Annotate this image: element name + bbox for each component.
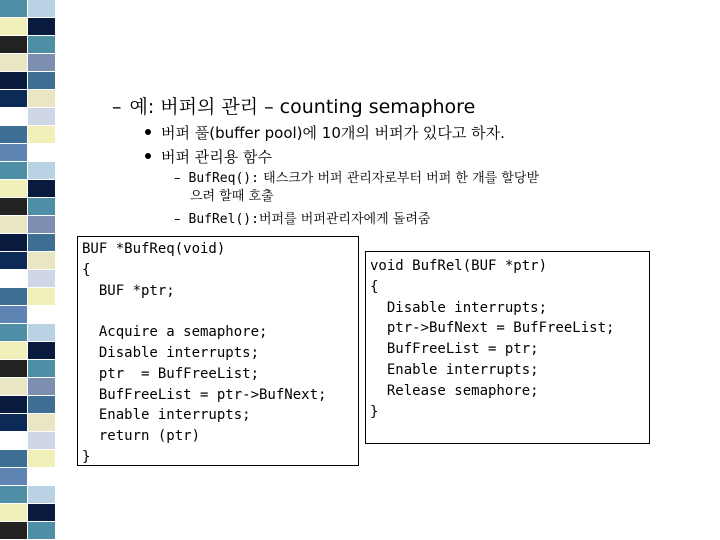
code-line: ptr = BufFreeList; xyxy=(82,365,260,382)
decorative-square xyxy=(0,0,28,18)
decorative-square xyxy=(0,324,28,342)
decorative-color-strip xyxy=(0,0,56,540)
bufreq-description-cont: 으려 할때 호출 xyxy=(190,189,274,204)
dash-bullet-icon: – xyxy=(174,212,181,227)
decorative-square xyxy=(28,324,56,342)
dash-bullet-icon: – xyxy=(174,171,181,186)
decorative-square xyxy=(28,144,56,162)
code-line: { xyxy=(370,278,379,295)
code-line: } xyxy=(82,448,91,465)
decorative-square xyxy=(28,288,56,306)
decorative-square xyxy=(0,360,28,378)
decorative-square xyxy=(0,306,28,324)
bullet-text: 버퍼 풀(buffer pool)에 10개의 버퍼가 있다고 하자. xyxy=(161,124,505,142)
dash-bullet-icon: – xyxy=(112,96,122,118)
decorative-square xyxy=(0,72,28,90)
decorative-square xyxy=(0,414,28,432)
decorative-square xyxy=(0,522,28,540)
decorative-square xyxy=(28,486,56,504)
bufreq-description: 태스크가 버퍼 관리자로부터 버퍼 한 개를 할당받 xyxy=(258,171,540,186)
decorative-square xyxy=(0,468,28,486)
decorative-square xyxy=(28,108,56,126)
decorative-square xyxy=(28,72,56,90)
bullet-buffer-functions xyxy=(145,146,272,167)
decorative-square xyxy=(0,378,28,396)
code-line: Enable interrupts; xyxy=(370,361,539,378)
dot-bullet-icon xyxy=(145,129,151,135)
bufrel-label: BufRel(): xyxy=(188,212,259,227)
code-line xyxy=(82,301,354,322)
decorative-square xyxy=(28,432,56,450)
decorative-square xyxy=(0,270,28,288)
code-line: } xyxy=(370,403,379,420)
decorative-square xyxy=(0,54,28,72)
decorative-square xyxy=(28,36,56,54)
bullet-text: 버퍼 관리용 함수 xyxy=(161,148,272,166)
decorative-square xyxy=(28,468,56,486)
bufreq-label: BufReq(): xyxy=(188,171,259,186)
bullet-buffer-pool xyxy=(145,122,505,143)
code-line: ptr->BufNext = BufFreeList; xyxy=(370,320,615,337)
decorative-square xyxy=(28,252,56,270)
decorative-square xyxy=(0,252,28,270)
decorative-square xyxy=(28,504,56,522)
decorative-square xyxy=(28,378,56,396)
code-line: Disable interrupts; xyxy=(370,299,548,316)
decorative-square xyxy=(0,36,28,54)
slide-heading-line xyxy=(112,92,475,119)
decorative-square xyxy=(28,90,56,108)
decorative-square xyxy=(0,342,28,360)
decorative-square xyxy=(28,216,56,234)
decorative-square xyxy=(0,234,28,252)
decorative-square xyxy=(0,504,28,522)
heading-text: 예: 버퍼의 관리 – counting semaphore xyxy=(129,96,476,118)
decorative-square xyxy=(28,270,56,288)
code-line: return (ptr) xyxy=(82,428,201,445)
decorative-square xyxy=(28,0,56,18)
decorative-square xyxy=(0,486,28,504)
decorative-square xyxy=(0,108,28,126)
sub-bullet-bufreq xyxy=(174,170,539,206)
decorative-square xyxy=(0,18,28,36)
code-line: Enable interrupts; xyxy=(82,407,251,424)
bufreq-code-box xyxy=(77,236,359,466)
decorative-square xyxy=(28,342,56,360)
decorative-square xyxy=(0,396,28,414)
code-line: BUF *ptr; xyxy=(82,282,175,299)
decorative-square xyxy=(28,234,56,252)
decorative-square xyxy=(28,360,56,378)
decorative-square xyxy=(0,288,28,306)
bufrel-description: 버퍼를 버퍼관리자에게 돌려줌 xyxy=(258,212,431,227)
decorative-square xyxy=(0,198,28,216)
code-line: BufFreeList = ptr->BufNext; xyxy=(82,386,327,403)
decorative-square xyxy=(28,450,56,468)
decorative-square xyxy=(28,18,56,36)
decorative-square xyxy=(0,180,28,198)
decorative-square xyxy=(28,162,56,180)
code-line: BufFreeList = ptr; xyxy=(370,341,539,358)
decorative-square xyxy=(0,216,28,234)
decorative-white-bar xyxy=(56,0,74,540)
decorative-square xyxy=(0,90,28,108)
code-line: void BufRel(BUF *ptr) xyxy=(370,258,548,274)
decorative-square xyxy=(28,306,56,324)
decorative-square xyxy=(0,432,28,450)
bufrel-code-box xyxy=(365,251,650,444)
sub-bullet-bufrel xyxy=(174,208,430,227)
decorative-square xyxy=(28,396,56,414)
decorative-square xyxy=(0,144,28,162)
code-line: Release semaphore; xyxy=(370,382,539,399)
decorative-square xyxy=(28,414,56,432)
decorative-square xyxy=(0,126,28,144)
code-line: Disable interrupts; xyxy=(82,344,260,361)
decorative-square xyxy=(28,198,56,216)
decorative-square xyxy=(28,126,56,144)
decorative-square xyxy=(28,54,56,72)
decorative-square xyxy=(0,162,28,180)
code-line: Acquire a semaphore; xyxy=(82,324,268,341)
code-line: BUF *BufReq(void) xyxy=(82,241,226,257)
code-line: { xyxy=(82,261,91,278)
dot-bullet-icon xyxy=(145,153,151,159)
decorative-square xyxy=(28,180,56,198)
decorative-square xyxy=(0,450,28,468)
decorative-square xyxy=(28,522,56,540)
